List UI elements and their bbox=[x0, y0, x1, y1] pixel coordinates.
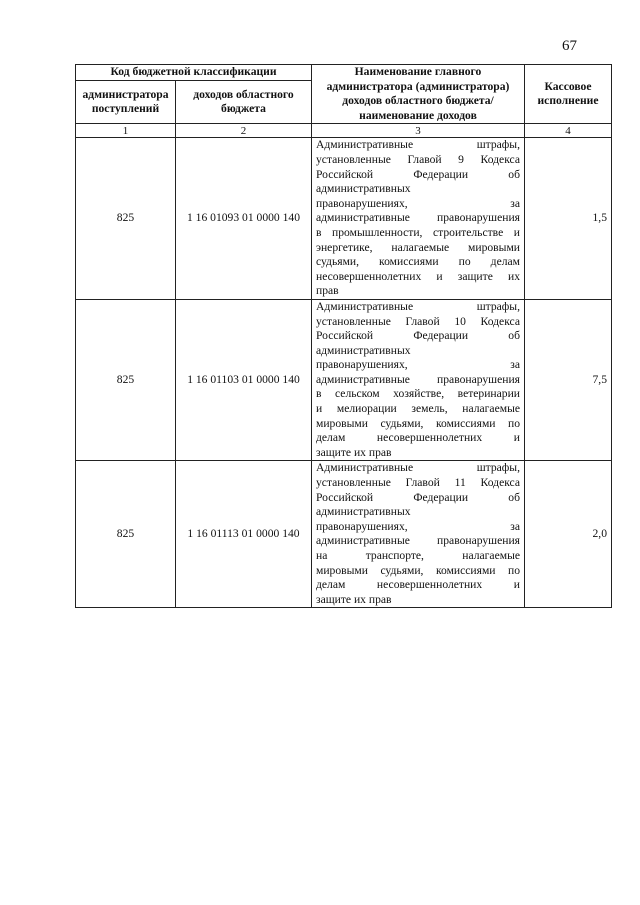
amount-cell: 1,5 bbox=[525, 138, 612, 300]
column-number: 2 bbox=[176, 124, 312, 138]
income-name-line: делам несовершеннолетних и bbox=[316, 578, 520, 592]
column-number: 4 bbox=[525, 124, 612, 138]
income-code-cell: 1 16 01093 01 0000 140 bbox=[176, 138, 312, 300]
admin-code-cell: 825 bbox=[76, 461, 176, 608]
income-name-line: прав bbox=[316, 284, 339, 298]
income-name-line: административных bbox=[316, 505, 411, 519]
header-income-column: доходов областного бюджета bbox=[176, 81, 312, 124]
admin-code-cell: 825 bbox=[76, 138, 176, 300]
table-row bbox=[76, 299, 612, 461]
income-name-line: Административные штрафы, bbox=[316, 299, 520, 313]
header-bk-code-group: Код бюджетной классификации bbox=[76, 65, 312, 81]
column-number: 1 bbox=[76, 124, 176, 138]
income-name-line: административные правонарушения bbox=[316, 211, 520, 225]
income-name-line: установленные Главой 11 Кодекса bbox=[316, 476, 520, 490]
income-name-line: в сельском хозяйстве, ветеринарии bbox=[316, 387, 520, 401]
income-name-cell bbox=[312, 461, 525, 608]
income-name-line: и мелиорации земель, налагаемые bbox=[316, 402, 520, 416]
income-name-line: делам несовершеннолетних и bbox=[316, 431, 520, 445]
income-name-line: мировыми судьями, комиссиями по bbox=[316, 416, 520, 430]
income-name-cell bbox=[312, 299, 525, 461]
income-name-line: Российской Федерации об bbox=[316, 167, 520, 181]
income-code-cell: 1 16 01103 01 0000 140 bbox=[176, 299, 312, 461]
income-name-line: установленные Главой 10 Кодекса bbox=[316, 314, 520, 328]
income-name-line: в промышленности, строительстве и bbox=[316, 225, 520, 239]
header-admin-column: администратора поступлений bbox=[76, 81, 176, 124]
budget-income-table bbox=[75, 64, 612, 608]
page-number: 67 bbox=[562, 38, 577, 54]
column-number-row bbox=[76, 124, 612, 138]
income-name-cell bbox=[312, 138, 525, 300]
income-name-line: правонарушениях, за bbox=[316, 196, 520, 210]
amount-cell: 2,0 bbox=[525, 461, 612, 608]
admin-code-cell: 825 bbox=[76, 299, 176, 461]
income-name-line: Российской Федерации об bbox=[316, 329, 520, 343]
income-name-line: административные правонарушения bbox=[316, 534, 520, 548]
income-rows bbox=[76, 138, 612, 608]
income-code-cell: 1 16 01113 01 0000 140 bbox=[176, 461, 312, 608]
income-name-line: судьями, комиссиями по делам bbox=[316, 255, 520, 269]
income-name-line: Российской Федерации об bbox=[316, 490, 520, 504]
income-name-line: несовершеннолетних и защите их bbox=[316, 269, 520, 283]
income-name-line: правонарушениях, за bbox=[316, 519, 520, 533]
income-name-line: Административные штрафы, bbox=[316, 461, 520, 475]
amount-cell: 7,5 bbox=[525, 299, 612, 461]
income-name-line: административные правонарушения bbox=[316, 372, 520, 386]
header-name-column: Наименование главного администратора (администратора) доходов областного бюджета/ наименование доходов bbox=[312, 65, 525, 124]
income-name-line: мировыми судьями, комиссиями по bbox=[316, 563, 520, 577]
income-name-line: правонарушениях, за bbox=[316, 358, 520, 372]
column-number: 3 bbox=[312, 124, 525, 138]
table-row bbox=[76, 138, 612, 300]
income-name-line: на транспорте, налагаемые bbox=[316, 549, 520, 562]
header-amount-column: Кассовое исполнение bbox=[525, 65, 612, 124]
table-row bbox=[76, 461, 612, 608]
income-name-line: защите их прав bbox=[316, 592, 392, 606]
income-name-line: установленные Главой 9 Кодекса bbox=[316, 152, 520, 166]
income-name-line: Административные штрафы, bbox=[316, 138, 520, 152]
income-name-line: административных bbox=[316, 343, 411, 357]
income-name-line: защите их прав bbox=[316, 445, 392, 459]
income-name-line: энергетике, налагаемые мировыми bbox=[316, 240, 520, 254]
income-name-line: административных bbox=[316, 182, 411, 196]
